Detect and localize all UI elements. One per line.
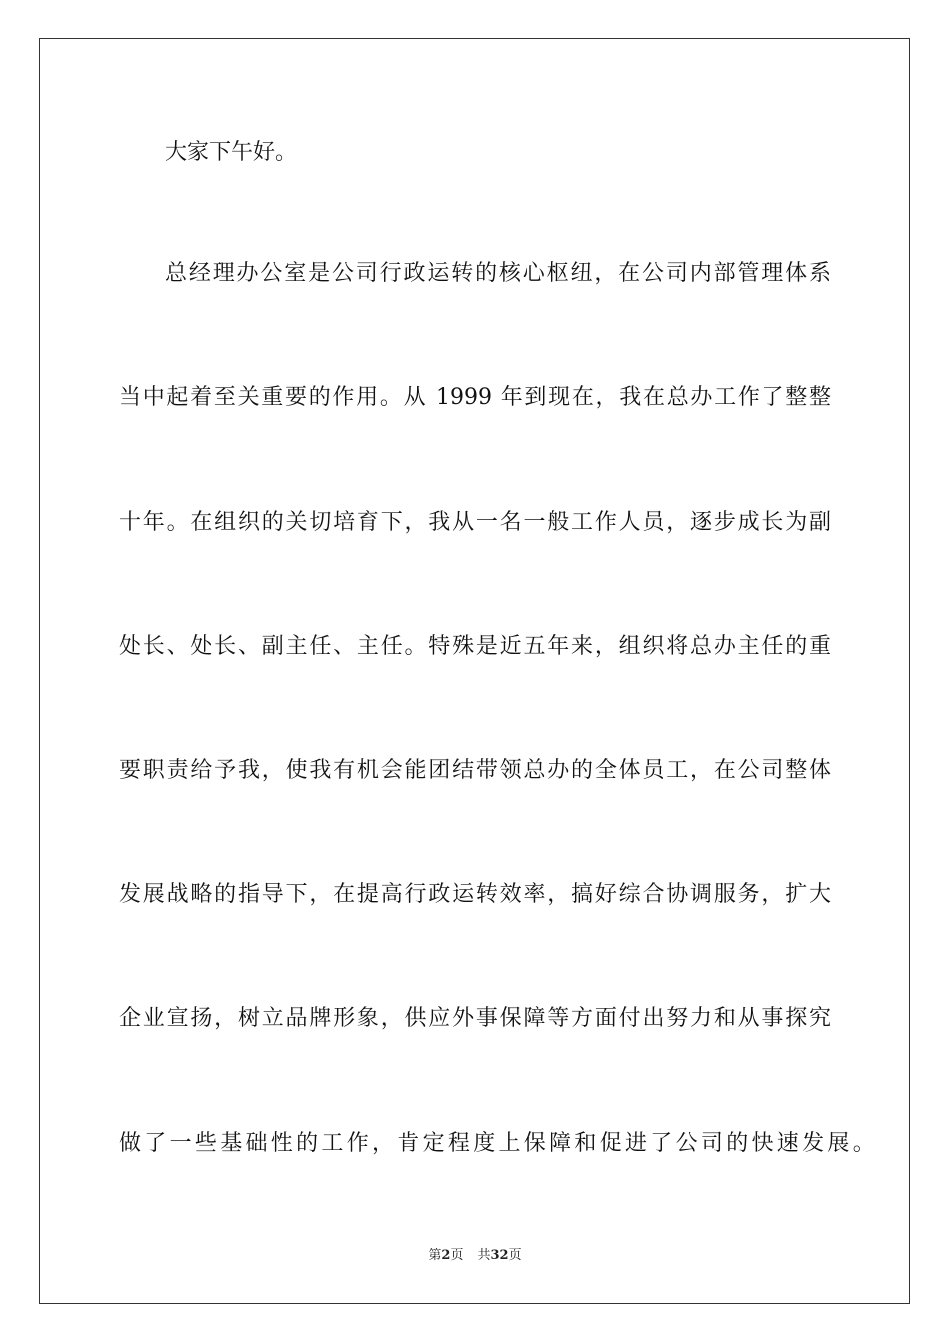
greeting-line: 大家下午好。 — [165, 140, 298, 165]
paragraph-line-5: 要职责给予我，使我有机会能团结带领总办的全体员工，在公司整体 — [119, 758, 831, 783]
paragraph-line-2: 当中起着至关重要的作用。从 1999 年到现在，我在总办工作了整整 — [119, 385, 831, 410]
paragraph-line-7: 企业宣扬，树立品牌形象，供应外事保障等方面付出努力和从事探究 — [119, 1006, 831, 1031]
page-prefix: 第 — [428, 1248, 442, 1263]
total-prefix: 共 — [477, 1248, 491, 1263]
paragraph-line-1: 总经理办公室是公司行政运转的核心枢纽，在公司内部管理体系 — [165, 261, 831, 286]
paragraph-line-8: 做了一些基础性的工作，肯定程度上保障和促进了公司的快速发展。 — [119, 1131, 879, 1156]
page-border — [39, 38, 910, 1304]
total-unit: 页 — [508, 1248, 522, 1263]
paragraph-line-3: 十年。在组织的关切培育下，我从一名一般工作人员，逐步成长为副 — [119, 510, 831, 535]
page-footer — [0, 1248, 950, 1264]
total-page-count: 32 — [490, 1248, 509, 1263]
paragraph-line-6: 发展战略的指导下，在提高行政运转效率，搞好综合协调服务，扩大 — [119, 882, 831, 907]
paragraph-line-4: 处长、处长、副主任、主任。特殊是近五年来，组织将总办主任的重 — [119, 634, 831, 659]
page-unit: 页 — [450, 1248, 464, 1263]
current-page-number: 2 — [441, 1248, 451, 1263]
